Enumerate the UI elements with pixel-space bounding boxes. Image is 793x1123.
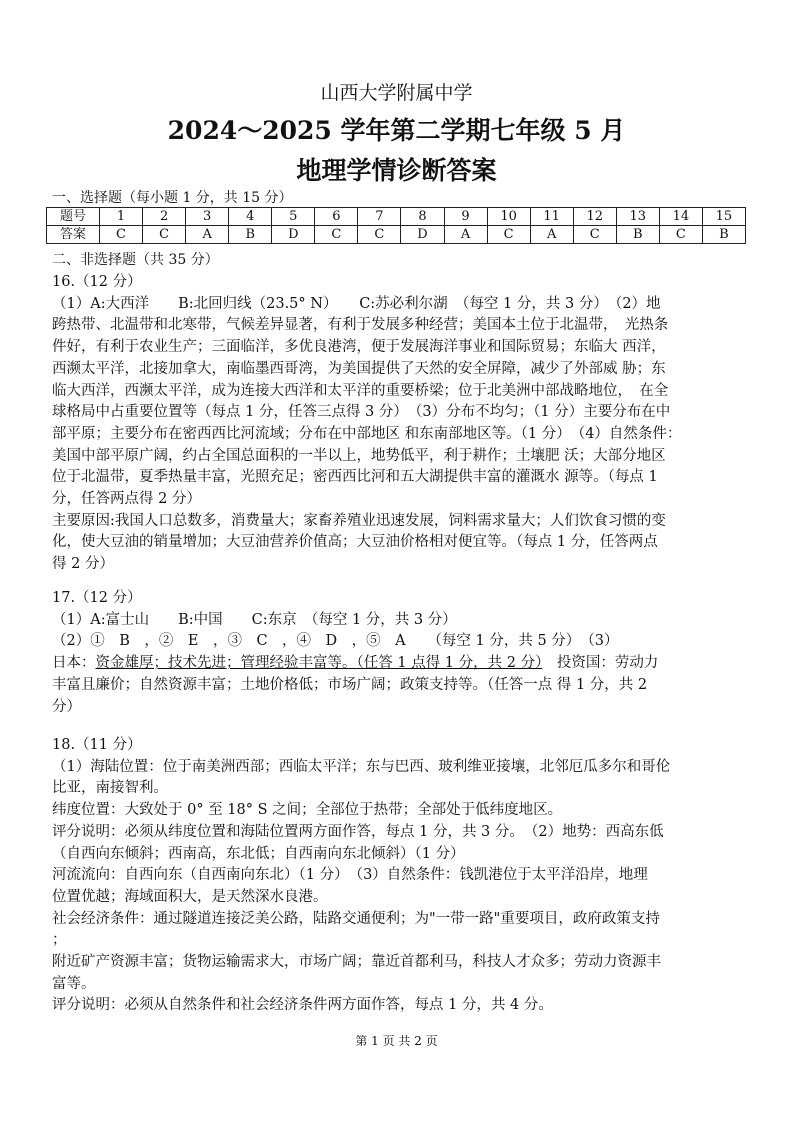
answer-cell: B — [229, 226, 272, 244]
qnum-cell: 2 — [143, 208, 186, 226]
answer-line: 位于北温带，夏季热量丰富，光照充足；密西西比河和五大湖提供丰富的灌溉水 源等。（每点 1 — [52, 469, 658, 486]
answer-cell: A — [530, 226, 573, 244]
answer-line: 丰富且廉价；自然资源丰富；土地价格低；市场广阔；政策支持等。（任答一点 得 1 分，共 2 — [52, 676, 648, 693]
qnum-cell: 3 — [186, 208, 229, 226]
row-label-number: 题号 — [47, 208, 100, 226]
question-title: 16.（12 分） — [52, 274, 142, 290]
answer-line: 西濒太平洋，北接加拿大，南临墨西哥湾，为美国提供了天然的安全屏障，减少了外部威 胁；东 — [52, 360, 666, 377]
answer-line: 美国中部平原广阔，约占全国总面积的一半以上，地势低平，利于耕作；土壤肥 沃；大部分地区 — [52, 447, 666, 464]
answer-line: 主要原因:我国人口总数多，消费量大；家畜养殖业迅速发展，饲料需求量大；人们饮食习惯的变 — [52, 512, 666, 529]
answer-line: 位置优越；海域面积大，是天然深水良港。 — [52, 888, 328, 905]
question-title: 17.（12 分） — [52, 590, 142, 606]
answer-cell: A — [186, 226, 229, 244]
answer-line: （1）海陆位置：位于南美洲西部；西临太平洋；东与巴西、玻利维亚接壤，北邻厄瓜多尔和哥伦 — [52, 758, 671, 775]
answer-line: 分，任答两点得 2 分） — [52, 491, 201, 508]
qnum-cell: 12 — [573, 208, 616, 226]
answer-line: 部平原；主要分布在密西西比河流域；分布在中部地区 和东南部地区等。（1 分） （4）自然条件： — [52, 425, 682, 442]
qnum-cell: 7 — [358, 208, 401, 226]
answer-cell: C — [487, 226, 530, 244]
answer-cell: D — [272, 226, 315, 244]
answer-line: （自西向东倾斜；西南高，东北低；自西南向东北倾斜）（1 分） — [52, 845, 465, 862]
school-name: 山西大学附属中学 — [320, 82, 473, 104]
answer-text: 投资国：劳动力 — [542, 655, 659, 672]
section2-heading: 二、非选择题（共 35 分） — [52, 252, 219, 268]
qnum-cell: 6 — [315, 208, 358, 226]
answer-line: 件好，有利于农业生产；三面临洋，多优良港湾，便于发展海洋事业和国际贸易；东临大 西洋， — [52, 339, 666, 356]
answer-cell: B — [702, 226, 745, 244]
question-title: 18.（11 分） — [52, 737, 142, 753]
qnum-cell: 14 — [659, 208, 702, 226]
underlined-answer-text: 资金雄厚；技术先进；管理经验丰富等。（任答 1 点得 1 分，共 2 分） — [95, 655, 543, 672]
answer-line: 球格局中占重要位置等（每点 1 分，任答三点得 3 分） （3）分布不均匀；（1 分）主要分布在中 — [52, 404, 671, 421]
qnum-cell: 1 — [100, 208, 143, 226]
question-17 — [52, 588, 748, 718]
exam-subtitle: 地理学情诊断答案 — [296, 156, 497, 185]
answer-line: 跨热带、北温带和北寒带，气候差异显著，有利于发展多种经营；美国本土位于北温带， 光热条 — [52, 317, 669, 334]
qnum-cell: 11 — [530, 208, 573, 226]
section1-heading: 一、选择题（每小题 1 分，共 15 分） — [52, 190, 293, 206]
qnum-cell: 8 — [401, 208, 444, 226]
answer-line: 比亚，南接智利。 — [52, 780, 168, 797]
answer-line: （1）A:大西洋 B:北回归线（23.5° N） C:苏必利尔湖 （每空 1 分，共 3 分） （2）地 — [52, 295, 661, 312]
qnum-cell: 15 — [702, 208, 745, 226]
answer-line: 社会经济条件：通过隧道连接泛美公路，陆路交通便利；为"一带一路"重要项目，政府政策支持 — [52, 910, 660, 927]
answer-text: 日本： — [52, 655, 96, 672]
answer-line: 化，使大豆油的销量增加；大豆油营养价值高；大豆油价格相对便宜等。（每点 1 分，任答两点 — [52, 534, 658, 551]
answer-line — [52, 653, 748, 675]
qnum-cell: 10 — [487, 208, 530, 226]
answer-cell: D — [401, 226, 444, 244]
qnum-cell: 4 — [229, 208, 272, 226]
answer-cell: B — [616, 226, 659, 244]
answer-cell: C — [573, 226, 616, 244]
answer-line: 纬度位置：大致处于 0° 至 18° S 之间；全部位于热带；全部处于低纬度地区。 — [52, 802, 563, 819]
answer-line: 得 2 分） — [52, 556, 114, 573]
choice-answer-table — [46, 207, 746, 244]
answer-cell: A — [444, 226, 487, 244]
row-label-answer: 答案 — [47, 226, 100, 244]
exam-title: 2024～2025 学年第二学期七年级 5 月 — [167, 116, 626, 145]
answer-line: ； — [52, 932, 67, 949]
question-18 — [52, 735, 748, 1017]
answer-cell: C — [315, 226, 358, 244]
qnum-cell: 9 — [444, 208, 487, 226]
answer-cell: C — [358, 226, 401, 244]
question-16 — [52, 272, 748, 576]
answer-line: 评分说明：必须从纬度位置和海陆位置两方面作答，每点 1 分，共 3 分。 （2）地势：西高东低 — [52, 823, 664, 840]
answer-line: 附近矿产资源丰富；货物运输需求大，市场广阔；靠近首都利马，科技人才众多；劳动力资源丰 — [52, 954, 661, 971]
answer-cell: C — [659, 226, 702, 244]
answer-line: 评分说明：必须从自然条件和社会经济条件两方面作答，每点 1 分，共 4 分。 — [52, 997, 553, 1014]
question-number-row — [47, 208, 746, 226]
qnum-cell: 5 — [272, 208, 315, 226]
answer-line: （1）A:富士山 B:中国 C:东京 （每空 1 分，共 3 分） — [52, 611, 457, 628]
answer-cell: C — [143, 226, 186, 244]
page-footer: 第 1 页 共 2 页 — [355, 1034, 438, 1048]
answer-line: 分） — [52, 698, 81, 715]
answer-cell: C — [100, 226, 143, 244]
answer-line: 河流流向：自西向东（自西南向东北）（1 分） （3）自然条件：钱凯港位于太平洋沿岸，地理 — [52, 867, 648, 884]
answer-row — [47, 226, 746, 244]
answer-line: 富等。 — [52, 975, 96, 992]
answer-line: 临大西洋，西濒太平洋，成为连接大西洋和太平洋的重要桥梁；位于北美洲中部战略地位， 在全 — [52, 382, 669, 399]
qnum-cell: 13 — [616, 208, 659, 226]
answer-line: （2）① B ，② E ，③ C ，④ D ，⑤ A （每空 1 分，共 5 分） （3） — [52, 633, 619, 650]
